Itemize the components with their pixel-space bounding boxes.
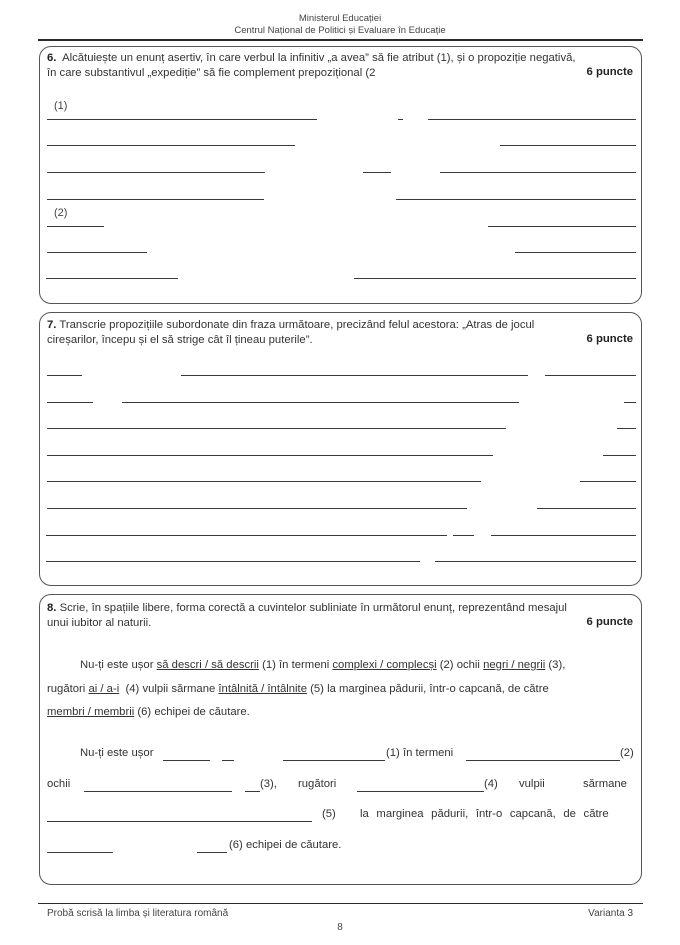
question-8-text: [47, 601, 637, 631]
underlined-option: membri / membrii: [47, 706, 135, 718]
footer-exam-title: Probă scrisă la limba și literatura română: [47, 908, 229, 919]
fill-text: rugători: [298, 778, 337, 790]
fill-text: ochii: [47, 778, 71, 790]
question-6-line2: în care substantivul „expediție” să fie complement prepozițional (2: [47, 67, 376, 79]
answer-line[interactable]: [580, 481, 636, 482]
question-8-line1: Scrie, în spațiile libere, forma corectă a cuvintelor subliniate în următorul enunț, reprezentând mesajul: [59, 602, 567, 614]
text: (5) la marginea pădurii, într-o capcană, de către: [306, 683, 549, 695]
underlined-option: să descri / să descrii: [156, 659, 259, 671]
answer-line[interactable]: [500, 145, 636, 146]
page-number: 8: [337, 922, 343, 933]
answer-label-2: (2): [54, 207, 68, 219]
answer-line[interactable]: [47, 375, 82, 376]
question-6-points: 6 puncte: [586, 66, 633, 78]
answer-line[interactable]: [47, 145, 295, 146]
answer-line[interactable]: [363, 172, 391, 173]
answer-line[interactable]: [398, 119, 403, 120]
answer-line[interactable]: [122, 402, 519, 403]
q8-sentence-line2: [47, 683, 549, 695]
answer-line[interactable]: [603, 455, 636, 456]
answer-line[interactable]: [46, 535, 447, 536]
question-7-text: [47, 318, 637, 348]
underlined-option: întâlnită / întâlnite: [218, 683, 307, 695]
text: rugători: [47, 683, 89, 695]
fill-text: (4): [484, 778, 498, 790]
fill-text: la marginea pădurii, într-o capcană, de către: [360, 808, 609, 820]
answer-line[interactable]: [453, 535, 474, 536]
fill-text: (1) în termeni: [386, 747, 454, 759]
answer-line[interactable]: [545, 375, 636, 376]
fill-blank-1[interactable]: [283, 760, 385, 761]
header-center: Centrul Național de Politici și Evaluare în Educație: [234, 25, 446, 36]
underlined-option: complexi / complecși: [332, 659, 437, 671]
answer-line[interactable]: [47, 428, 506, 429]
question-8-line2: unui iubitor al naturii.: [47, 617, 152, 629]
text: (2) ochii: [436, 659, 484, 671]
answer-line[interactable]: [47, 119, 317, 120]
answer-label-1: (1): [54, 100, 68, 112]
header-rule: [38, 39, 643, 41]
text: (6) echipei de căutare.: [134, 706, 250, 718]
fill-blank-2[interactable]: [466, 760, 620, 761]
text: Nu-ți este ușor: [80, 659, 157, 671]
answer-line[interactable]: [47, 402, 93, 403]
question-7-number: 7.: [47, 319, 57, 331]
underlined-option: ai / a-i: [88, 683, 120, 695]
underlined-option: negri / negrii: [483, 659, 546, 671]
answer-line[interactable]: [47, 455, 493, 456]
question-7-points: 6 puncte: [586, 333, 633, 345]
text: (4) vulpii sărmane: [119, 683, 219, 695]
fill-text: sărmane: [583, 778, 627, 790]
answer-line[interactable]: [47, 172, 265, 173]
answer-line[interactable]: [47, 226, 104, 227]
fill-text: Nu-ți este ușor: [80, 747, 154, 759]
answer-line[interactable]: [491, 535, 636, 536]
answer-line[interactable]: [617, 428, 636, 429]
question-8-number: 8.: [47, 602, 57, 614]
answer-line[interactable]: [537, 508, 636, 509]
question-8-points: 6 puncte: [586, 616, 633, 628]
answer-line[interactable]: [46, 278, 178, 279]
question-7-line1: Transcrie propozițiile subordonate din fraza următoare, precizând felul acestora: „Atras de jocul: [59, 319, 535, 331]
answer-line[interactable]: [428, 119, 636, 120]
question-7-box: [39, 312, 642, 586]
fill-blank-5[interactable]: [47, 821, 312, 822]
fill-blank-1[interactable]: [222, 760, 234, 761]
answer-line[interactable]: [396, 199, 636, 200]
answer-line[interactable]: [47, 199, 264, 200]
answer-line[interactable]: [515, 252, 636, 253]
fill-blank-1[interactable]: [163, 760, 210, 761]
fill-text: (3),: [260, 778, 277, 790]
question-6-number: 6.: [47, 52, 57, 64]
text: (1) în termeni: [258, 659, 333, 671]
answer-line[interactable]: [47, 481, 481, 482]
fill-text: vulpii: [519, 778, 545, 790]
fill-text: (2): [620, 747, 634, 759]
fill-blank-6[interactable]: [197, 852, 227, 853]
q8-sentence-line3: [47, 706, 250, 718]
answer-line[interactable]: [46, 561, 420, 562]
header-ministry: Ministerul Educației: [298, 13, 382, 24]
answer-line[interactable]: [624, 402, 636, 403]
answer-line[interactable]: [181, 375, 528, 376]
text: (3),: [545, 659, 566, 671]
question-6-text: [47, 51, 637, 81]
footer-variant: Varianta 3: [588, 908, 633, 919]
q8-sentence-line1: [80, 659, 565, 671]
footer-rule: [38, 903, 643, 904]
fill-text: (5): [322, 808, 336, 820]
answer-line[interactable]: [354, 278, 636, 279]
answer-line[interactable]: [440, 172, 636, 173]
fill-blank-3[interactable]: [84, 791, 232, 792]
answer-line[interactable]: [47, 508, 467, 509]
answer-line[interactable]: [488, 226, 636, 227]
question-6-box: [39, 46, 642, 304]
answer-line[interactable]: [435, 561, 636, 562]
question-6-line1: Alcătuiește un enunț asertiv, în care verbul la infinitiv „a avea” să fie atribut (1), și o propoziție negativă,: [62, 52, 576, 64]
fill-blank-3[interactable]: [245, 791, 260, 792]
question-7-line2: cireșarilor, începu și el să strige cât îl țineau puterile”.: [47, 334, 313, 346]
fill-blank-6[interactable]: [47, 852, 113, 853]
fill-text: (6) echipei de căutare.: [229, 839, 342, 851]
fill-blank-4[interactable]: [357, 791, 484, 792]
answer-line[interactable]: [47, 252, 147, 253]
